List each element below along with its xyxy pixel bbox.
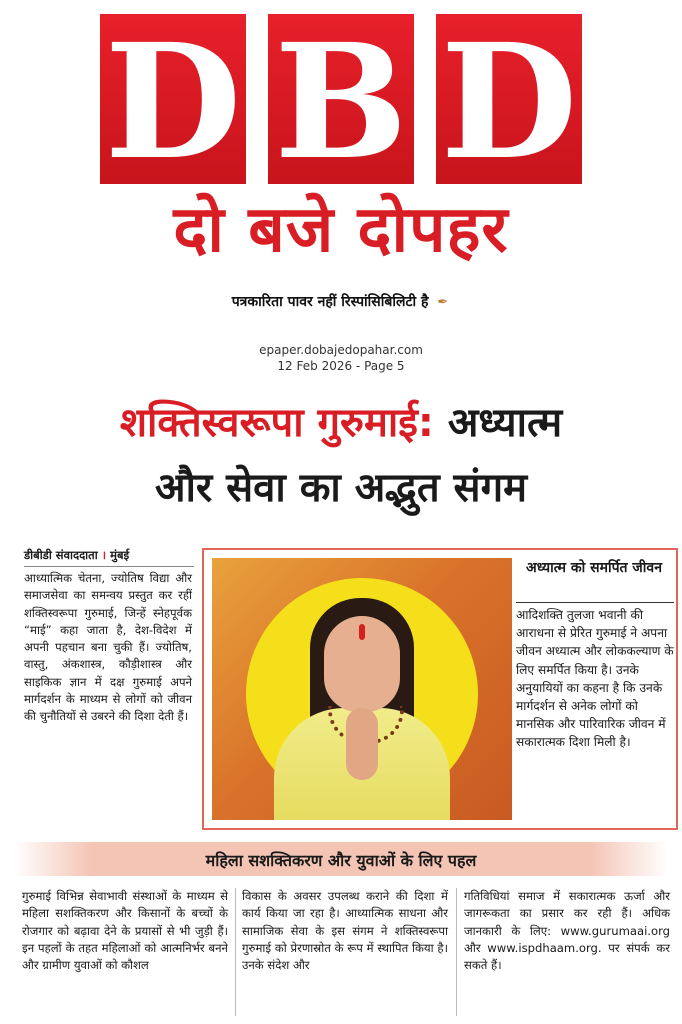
source-url: epaper.dobajedopahar.com xyxy=(259,343,423,357)
column-divider xyxy=(235,888,236,1016)
masthead-letter-box-2 xyxy=(268,10,414,195)
photo-tilak xyxy=(359,624,365,640)
tagline xyxy=(160,292,520,311)
tagline-text: पत्रकारिता पावर नहीं रिस्पांसिबिलिटी है xyxy=(231,294,429,310)
section-column-3: गतिविधियां समाज में सकारात्मक ऊर्जा और जागरूकता का प्रसार कर रही हैं। अधिक जानकारी के लिए: www.gurumaai.org और www.ispdhaam.org. पर संपर्क कर सकते हैं। xyxy=(464,889,670,973)
newspaper-hindi-title: दो बजे दोपहर xyxy=(173,193,509,267)
byline-city: मुंबई xyxy=(110,548,130,562)
date-page: 12 Feb 2026 - Page 5 xyxy=(277,359,405,373)
headline-black-part: अध्यात्म xyxy=(447,400,563,446)
column-divider xyxy=(456,888,457,1016)
headline-line-2: और सेवा का अद्भुत संगम xyxy=(154,465,528,511)
masthead-letter: D xyxy=(104,10,242,195)
pen-nib-icon: ✒ xyxy=(437,295,449,310)
headline-red-part: शक्तिस्वरूपा गुरुमाई: xyxy=(119,400,434,446)
byline xyxy=(24,548,194,563)
masthead-letter-box-1 xyxy=(100,10,246,195)
byline-divider xyxy=(24,566,194,567)
section-banner xyxy=(14,842,668,876)
feature-text: आदिशक्ति तुलजा भवानी की आराधना से प्रेरित गुरुमाई ने अपना जीवन अध्यात्म और लोककल्याण के लिए समर्पित किया है। उनके अनुयायियों का कहना है कि उनके मार्गदर्शन से अनेक लोगों को मानसिक और पारिवारिक जीवन में सकारात्मक दिशा मिली है। xyxy=(516,608,674,750)
headline-line-1 xyxy=(0,395,682,451)
feature-box xyxy=(202,548,678,830)
feature-title-divider xyxy=(516,602,674,603)
section-title: महिला सशक्तिकरण और युवाओं के लिए पहल xyxy=(205,851,477,870)
masthead-letter-box-3 xyxy=(436,10,582,195)
masthead-letter: D xyxy=(440,10,578,195)
feature-title: अध्यात्म को समर्पित जीवन xyxy=(526,560,662,576)
byline-separator: । xyxy=(101,548,107,562)
gurumaai-photo xyxy=(212,558,512,820)
intro-paragraph: आध्यात्मिक चेतना, ज्योतिष विद्या और समाजसेवा का समन्वय प्रस्तुत कर रहीं शक्तिस्वरूपा गुरुमाई, जिन्हें स्नेहपूर्वक “माई” कहा जाता है, देश-विदेश में अपनी पहचान बना चुकी हैं। ज्योतिष, वास्तु, अंकशास्त्र, कौड़ीशास्त्र और साइकिक ज्ञान में दक्ष गुरुमाई अपने मार्गदर्शन के माध्यम से लोगों को जीवन की चुनौतियों से उबरने की दिशा देती हैं। xyxy=(24,571,192,724)
section-column-1: गुरुमाई विभिन्न सेवाभावी संस्थाओं के माध्यम से महिला सशक्तिकरण और किसानों के बच्चों के रोजगार को बढ़ावा देने के प्रयासों से भी जुड़ी हैं। इन पहलों के तहत महिलाओं को आत्मनिर्भर बनने और ग्रामीण युवाओं को कौशल xyxy=(22,889,228,973)
photo-folded-hands xyxy=(346,708,378,780)
byline-reporter: डीबीडी संवाददाता xyxy=(24,548,98,562)
masthead-letter: B xyxy=(274,10,408,195)
section-column-2: विकास के अवसर उपलब्ध कराने की दिशा में कार्य किया जा रहा है। आध्यात्मिक साधना और सामाजिक सेवा के इस संगम ने शक्तिस्वरूपा गुरुमाई को प्रेरणास्रोत के रूप में स्थापित किया है। उनके संदेश और xyxy=(242,889,448,973)
